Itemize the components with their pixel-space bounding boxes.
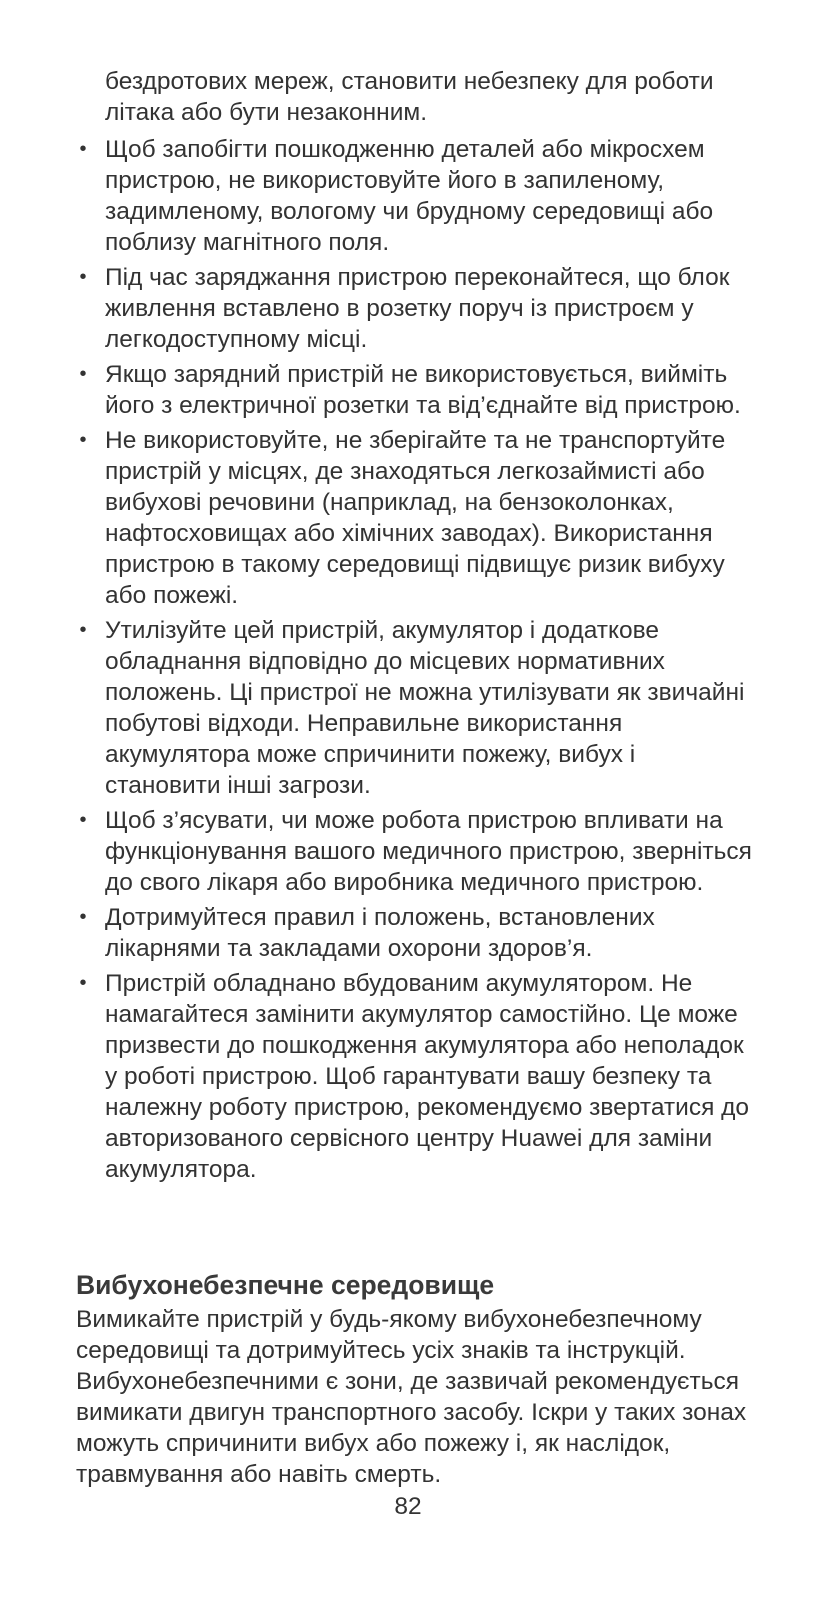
list-item	[0, 425, 755, 611]
continued-text: бездротових мереж, становити небезпеку для роботи літака або бути незаконним.	[105, 68, 714, 126]
list-item	[0, 805, 755, 898]
list-item	[0, 134, 755, 258]
list-item-text: Щоб з’ясувати, чи може робота пристрою впливати на функціонування вашого медичного пристрою, зверніться до свого лікаря або виробника медичного пристрою.	[105, 807, 752, 896]
section-heading: Вибухонебезпечне середовище	[76, 1270, 495, 1300]
list-item-text: Не використовуйте, не зберігайте та не транспортуйте пристрій у місцях, де знаходяться легкозаймисті або вибухові речовини (наприклад, на бензоколонках, нафтосховищах або хімічних заводах). Використання пристрою в такому середовищі підвищує ризик вибуху або пожежі.	[105, 427, 726, 609]
bullet-marker: •	[79, 972, 87, 994]
list-item-text: Якщо зарядний пристрій не використовується, вийміть його з електричної розетки та від’єднайте від пристрою.	[105, 361, 741, 419]
page-number: 82	[394, 1493, 422, 1520]
list-item-text: Пристрій обладнано вбудованим акумулятором. Не намагайтеся замінити акумулятор самостійно. Це може призвести до пошкодження акумулятора або неполадок у роботі пристрою. Щоб гарантувати вашу безпеку та належну роботу пристрою, рекомендуємо звертатися до авторизованого сервісного центру Huawei для заміни акумулятора.	[105, 970, 750, 1183]
bullet-marker: •	[79, 906, 87, 928]
list-item	[0, 968, 755, 1185]
list-item-text: Під час заряджання пристрою переконайтеся, що блок живлення вставлено в розетку поруч із пристроєм у легкодоступному місці.	[105, 264, 730, 353]
list-item-text: Утилізуйте цей пристрій, акумулятор і додаткове обладнання відповідно до місцевих нормативних положень. Ці пристрої не можна утилізувати як звичайні побутові відходи. Неправильне використання акумулятора може спричинити пожежу, вибух і становити інші загрози.	[105, 617, 745, 799]
bullet-marker: •	[79, 363, 87, 385]
bullet-marker: •	[79, 266, 87, 288]
list-item	[0, 615, 755, 801]
list-item	[0, 902, 755, 964]
list-item	[0, 359, 755, 421]
list-item-text: Щоб запобігти пошкодженню деталей або мікросхем пристрою, не використовуйте його в запиленому, задимленому, вологому чи брудному середовищі або поблизу магнітного поля.	[105, 136, 714, 256]
bullet-marker: •	[79, 138, 87, 160]
list-item-text: Дотримуйтеся правил і положень, встановлених лікарнями та закладами охорони здоров’я.	[105, 904, 655, 962]
bullet-marker: •	[79, 809, 87, 831]
list-item	[0, 262, 755, 355]
section-paragraph: Вимикайте пристрій у будь-якому вибухонебезпечному середовищі та дотримуйтесь усіх знаків та інструкцій. Вибухонебезпечними є зони, де зазвичай рекомендується вимикати двигун транспортного засобу. Іскри у таких зонах можуть спричинити вибух або пожежу і, як наслідок, травмування або навіть смерть.	[76, 1306, 747, 1488]
safety-bullet-list	[0, 134, 832, 1189]
bullet-marker: •	[79, 619, 87, 641]
bullet-marker: •	[79, 429, 87, 451]
